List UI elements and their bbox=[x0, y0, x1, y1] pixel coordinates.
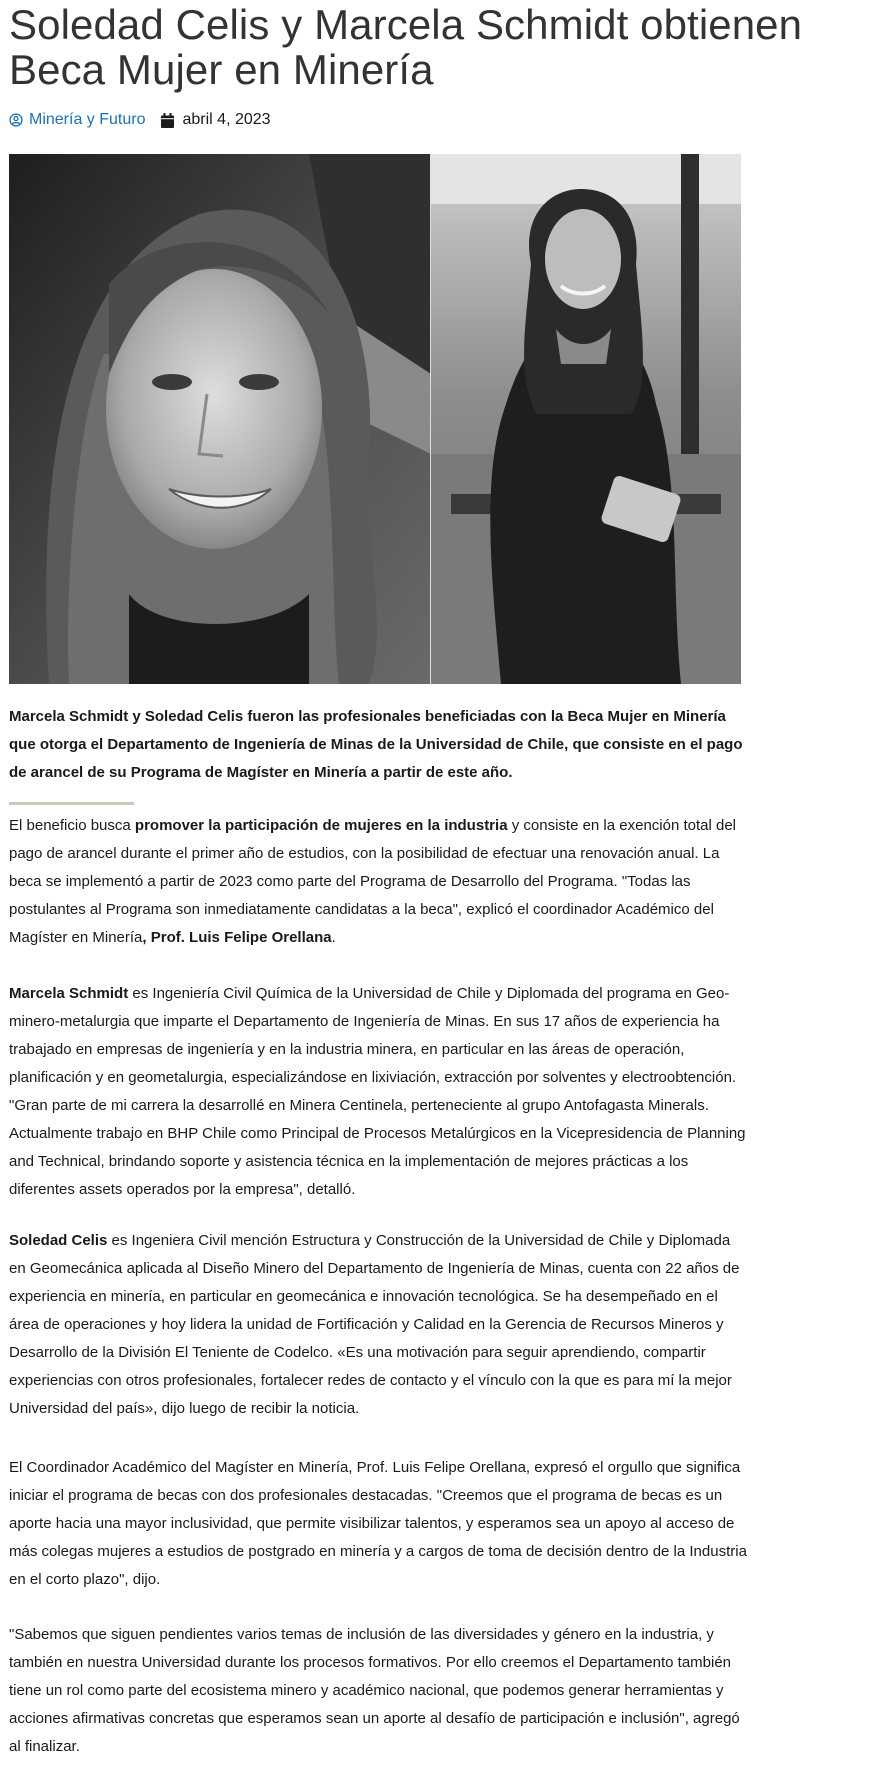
text-span: . bbox=[331, 929, 336, 946]
bold-name: Marcela Schmidt bbox=[9, 985, 129, 1002]
text-span: es Ingeniera Civil mención Estructura y Construcción de la Universidad de Chile y Diplomada en Geomecánica aplicada al Diseño Minero del Departamento de Ingeniería de Minas, cuenta con 22 años de experiencia en minería, en particular en geomecánica e innovación tecnológica. Se ha desempeñado en el área de operaciones y hoy lidera la unidad de Fortificación y Calidad en la Gerencia de Recursos Mineros y Desarrollo de la División El Teniente de Codelco. «Es una motivación para seguir aprendiendo, compartir experiencias con otros profesionales, fortalecer redes de contacto y el vínculo con la que es para mí la mejor Universidad del país», dijo luego de recibir la noticia. bbox=[9, 1232, 740, 1417]
post-date bbox=[161, 111, 270, 129]
divider bbox=[9, 802, 134, 805]
post-meta bbox=[9, 108, 271, 132]
paragraph-4: El Coordinador Académico del Magíster en Minería, Prof. Luis Felipe Orellana, expresó el orgullo que significa iniciar el programa de becas con dos profesionales destacadas. "Creemos que el programa de becas es un aporte hacia una mayor inclusividad, que permite visibilizar talentos, y esperamos sea un apoyo al acceso de más colegas mujeres a estudios de postgrado en minería y a cargos de toma de decisión dentro de la Industria en el corto plazo", dijo. bbox=[9, 1459, 747, 1588]
user-circle-icon bbox=[9, 113, 23, 127]
paragraph-1 bbox=[9, 812, 749, 952]
photo-portrait-left bbox=[9, 154, 430, 684]
author-link[interactable] bbox=[9, 111, 145, 129]
text-span: y consiste en la exención total del pago de arancel durante el primer año de estudios, con la posibilidad de efectuar una renovación anual. La beca se implementó a partir de 2023 como parte del Programa de Desarrollo del Programa. "Todas las postulantes al Programa son inmediatamente candidatas a la beca", explicó el coordinador Académico del Magíster en Minería bbox=[9, 817, 737, 946]
bold-text: promover la participación de mujeres en la industria bbox=[134, 817, 508, 834]
calendar-icon bbox=[161, 113, 174, 128]
author-name: Minería y Futuro bbox=[29, 111, 146, 128]
paragraph-5: "Sabemos que siguen pendientes varios temas de inclusión de las diversidades y género en la industria, y también en nuestra Universidad durante los procesos formativos. Por ello creemos el Departamento también tiene un rol como parte del ecosistema minero y académico nacional, que podemos generar herramientas y acciones afirmativas concretas que esperamos sean un aporte al desafío de participación e inclusión", agregó al finalizar. bbox=[9, 1626, 740, 1755]
lead-paragraph: Marcela Schmidt y Soledad Celis fueron las profesionales beneficiadas con la Beca Mujer en Minería que otorga el Departamento de Ingeniería de Minas de la Universidad de Chile, que consiste en el pago de arancel de su Programa de Magíster en Minería a partir de este año. bbox=[9, 708, 743, 781]
paragraph-3 bbox=[9, 1227, 749, 1423]
text-span: es Ingeniería Civil Química de la Universidad de Chile y Diplomada del programa en Geo-minero-metalurgia que imparte el Departamento de Ingeniería de Minas. En sus 17 años de experiencia ha trabajado en empresas de ingeniería y en la industria minera, en particular en las áreas de operación, planificación y en geometalurgia, especializándose en lixiviación, extracción por solventes y electroobtención. "Gran parte de mi carrera la desarrollé en Minera Centinela, perteneciente al grupo Antofagasta Minerals. Actualmente trabajo en BHP Chile como Principal de Procesos Metalúrgicos en la Vicepresidencia de Planning and Technical, brindando soporte y asistencia técnica en la implementación de mejores prácticas a los diferentes assets operados por la empresa", detalló. bbox=[9, 985, 746, 1198]
bold-text: , Prof. Luis Felipe Orellana bbox=[142, 929, 332, 946]
date-text: abril 4, 2023 bbox=[182, 111, 271, 128]
article-title: Soledad Celis y Marcela Schmidt obtienen Beca Mujer en Minería bbox=[9, 1, 803, 93]
featured-image bbox=[9, 154, 741, 684]
photo-portrait-right bbox=[430, 154, 741, 684]
bold-name: Soledad Celis bbox=[9, 1232, 108, 1249]
text-span: El beneficio busca bbox=[9, 817, 135, 834]
paragraph-2 bbox=[9, 980, 749, 1204]
